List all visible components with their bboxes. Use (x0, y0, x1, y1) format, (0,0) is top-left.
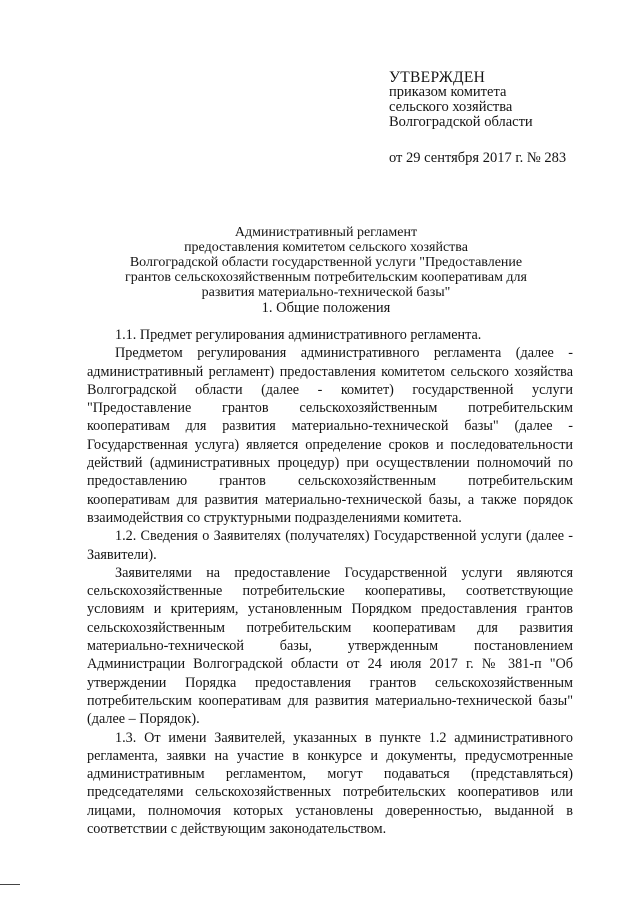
document-title-line-4: грантов сельскохозяйственным потребительским кооперативам для (125, 270, 527, 285)
section-body (87, 326, 573, 838)
paragraph-1-2: 1.2. Сведения о Заявителях (получателях) Государственной услуги (далее - Заявители). (87, 528, 573, 563)
document-title-line-3: Волгоградской области государственной услуги "Предоставление (129, 255, 523, 270)
approval-stamp-block (389, 70, 629, 166)
order-date: от 29 сентября 2017 г. № 283 (389, 150, 567, 166)
document-title (80, 225, 572, 300)
document-title-line-2: предоставления комитетом сельского хозяйства (184, 240, 468, 255)
scan-edge-mark (0, 884, 20, 885)
document-title-line-5: развития материально-технической базы" (201, 285, 451, 300)
approval-line-3: Волгоградской области (389, 114, 533, 130)
paragraph-subject: Предметом регулирования административного регламента (далее - административный регламент) предоставления комитетом сельского хозяйства Волгоградской области (далее - комитет) государственной услуги "Предоставление грантов сельскохозяйственным потребительским кооперативам для развития материально-технической базы" (далее - Государственная услуга) является определение сроков и последовательности действий (административных процедур) при осуществлении полномочий по предоставлению грантов сельскохозяйственным потребительским кооперативам для развития материально-технической базы, а также порядок взаимодействия со структурными подразделениями комитета. (87, 345, 573, 526)
approval-line-2: сельского хозяйства (389, 99, 513, 115)
approved-title: УТВЕРЖДЕН (389, 69, 486, 86)
paragraph-1-3: 1.3. От имени Заявителей, указанных в пункте 1.2 административного регламента, заявки на участие в конкурсе и документы, предусмотренные административным регламентом, могут подаваться (представляться) председателями сельскохозяйственных потребительских кооперативов или лицами, полномочия которых установлены доверенностью, выданной в соответствии с действующим законодательством. (87, 729, 573, 838)
approval-line-1: приказом комитета (389, 84, 507, 100)
section-heading: 1. Общие положения (261, 300, 391, 316)
paragraph-applicants: Заявителями на предоставление Государственной услуги являются сельскохозяйственные потребительские кооперативы, соответствующие условиям и критериям, установленным Порядком предоставления грантов сельскохозяйственным потребительским кооперативам для развития материально-технической базы, утвержденным постановлением Администрации Волгоградской области от 24 июля 2017 г. № 381-п "Об утверждении Порядка предоставления грантов сельскохозяйственным потребительским кооперативам для развития материально-технической базы" (далее – Порядок). (87, 564, 573, 728)
document-title-line-1: Административный регламент (234, 225, 418, 240)
paragraph-1-1: 1.1. Предмет регулирования административного регламента. (115, 327, 482, 343)
